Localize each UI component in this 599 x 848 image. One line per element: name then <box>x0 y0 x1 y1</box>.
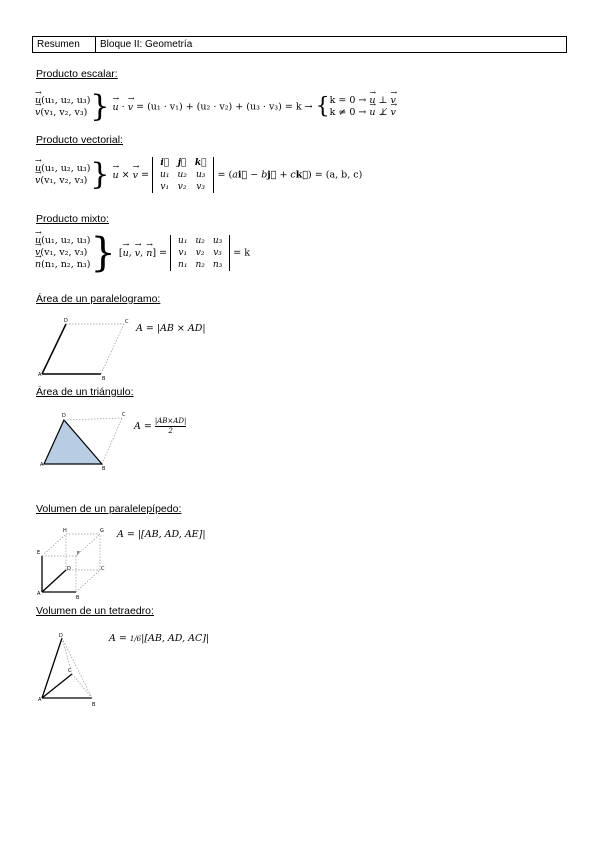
svg-text:B: B <box>102 466 106 472</box>
header-bloque: Bloque II: Geometría <box>100 39 193 50</box>
section-producto-escalar: Producto escalar: <box>36 68 118 80</box>
svg-text:F: F <box>77 551 80 557</box>
svg-text:D: D <box>62 413 66 419</box>
svg-text:A: A <box>40 462 44 468</box>
formula-volumen-paralelepipedo: A = |[AB, AD, AE]| <box>117 529 206 540</box>
svg-text:D: D <box>64 318 68 324</box>
formula-producto-escalar: → u(u₁, u₂, u₃) → v(v₁, v₂, v₃) } → u · → v = (u₁ · v₁) + (u₂ · v₂) + (u₃ · v₃) = k → {k = 0 → → u ⊥ → v k ≠ 0 → → u ⊥̸ → v <box>35 92 396 122</box>
formula-area-paralelogramo: A = |AB × AD| <box>136 323 206 334</box>
svg-text:E: E <box>37 550 41 556</box>
section-volumen-tetraedro: Volumen de un tetraedro: <box>36 605 154 617</box>
svg-text:C: C <box>68 668 72 674</box>
triangle-diagram <box>40 412 130 470</box>
header-table <box>32 36 567 53</box>
svg-text:H: H <box>63 528 67 534</box>
svg-text:B: B <box>76 595 80 601</box>
svg-text:D: D <box>67 566 71 572</box>
svg-text:B: B <box>92 702 96 708</box>
section-area-paralelogramo: Área de un paralelogramo: <box>36 293 161 305</box>
svg-text:D: D <box>59 633 63 639</box>
svg-text:A: A <box>38 697 42 703</box>
parallelepiped-diagram <box>36 528 116 600</box>
tetrahedron-diagram <box>38 632 108 708</box>
svg-text:A: A <box>38 372 42 378</box>
section-area-triangulo: Área de un triángulo: <box>36 386 134 398</box>
parallelogram-diagram <box>38 318 128 380</box>
section-producto-vectorial: Producto vectorial: <box>36 134 123 146</box>
formula-area-triangulo: A = $\frac{|AB\times AD|}{2}$ <box>134 417 187 435</box>
svg-text:C: C <box>122 412 126 418</box>
section-volumen-paralelepipedo: Volumen de un paralelepípedo: <box>36 503 182 515</box>
svg-text:C: C <box>125 319 129 325</box>
svg-text:C: C <box>101 566 105 572</box>
header-resumen: Resumen <box>33 37 96 52</box>
svg-text:B: B <box>102 376 106 382</box>
section-producto-mixto: Producto mixto: <box>36 213 109 225</box>
svg-text:G: G <box>100 528 104 534</box>
formula-producto-vectorial: → u(u₁, u₂, u₃) → v(v₁, v₂, v₃) } → u × → v = i⃗ j⃗ k⃗ u₁ u₂ u₃ v₁ v₂ v₃ = (ai⃗ − bj⃗ + ck⃗) = (a, b, c) <box>35 157 362 193</box>
svg-text:A: A <box>37 591 41 597</box>
formula-volumen-tetraedro: A = 1/6|[AB, AD, AC]| <box>109 633 210 644</box>
formula-producto-mixto: → u(u₁, u₂, u₃) → v(v₁, v₂, v₃) → n(n₁, n₂, n₃)} [→ u, → v, → n] = u₁ u₂ u₃ v₁ v₂ v₃ n₁ n₂ n₃ = k <box>35 235 250 271</box>
